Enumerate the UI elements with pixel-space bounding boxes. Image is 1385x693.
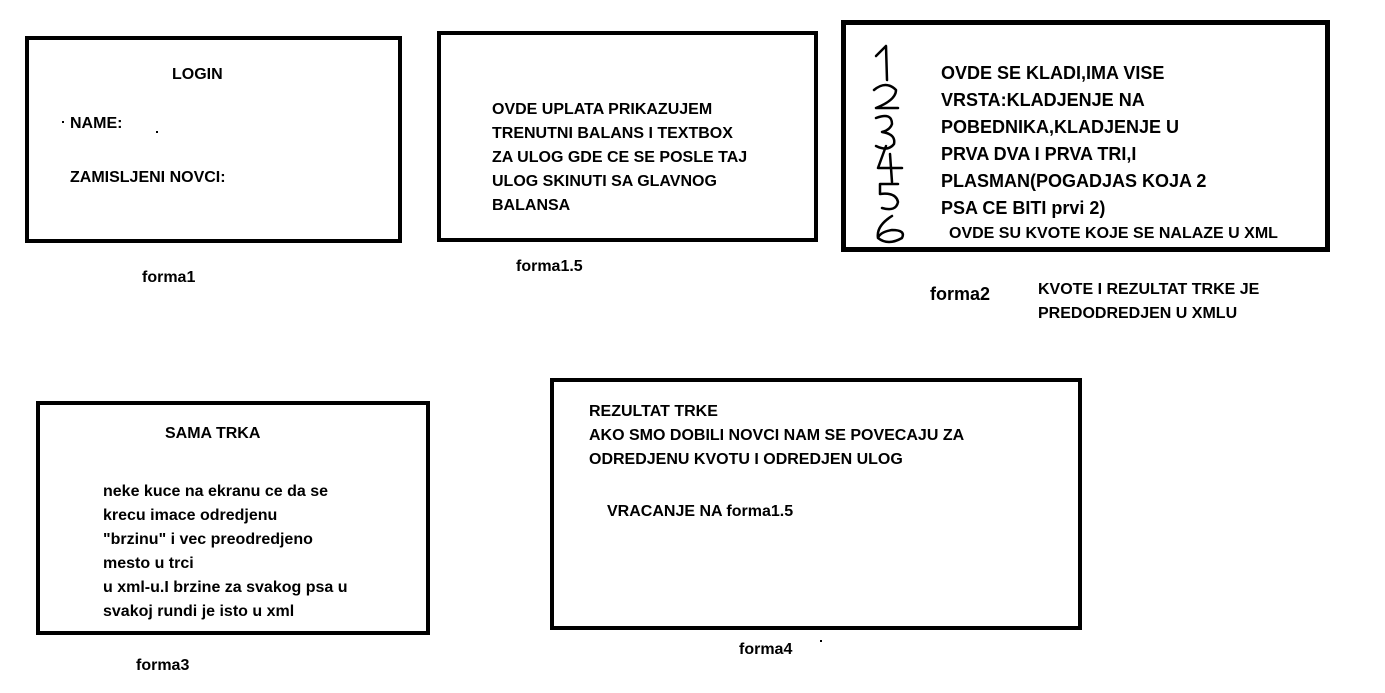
forma1-5-line: TRENUTNI BALANS I TEXTBOX <box>492 125 733 142</box>
forma4-line: ODREDJENU KVOTU I ODREDJEN ULOG <box>589 451 903 468</box>
hand-number-5 <box>880 184 898 209</box>
forma2-line: OVDE SE KLADI,IMA VISE <box>941 63 1165 83</box>
forma2-side-note <box>1038 278 1259 326</box>
forma4-line: AKO SMO DOBILI NOVCI NAM SE POVECAJU ZA <box>589 427 965 444</box>
forma3-text <box>103 480 348 624</box>
forma4-line: REZULTAT TRKE <box>589 403 718 420</box>
forma3-title: SAMA TRKA <box>165 425 261 442</box>
forma2-odds-note: OVDE SU KVOTE KOJE SE NALAZE U XML <box>949 225 1278 242</box>
forma2-caption: forma2 <box>930 284 991 304</box>
forma3-line: svakoj rundi je isto u xml <box>103 603 295 620</box>
forma1-5-caption: forma1.5 <box>516 258 583 275</box>
forma2-line: PRVA DVA I PRVA TRI,I <box>941 144 1137 164</box>
forma3-line: u xml-u.I brzine za svakog psa u <box>103 579 348 596</box>
forma1-name-label: NAME: <box>70 115 123 132</box>
forma3-line: neke kuce na ekranu ce da se <box>103 483 329 500</box>
forma4-return-text: VRACANJE NA forma1.5 <box>607 503 794 520</box>
forma3-line: krecu imace odredjenu <box>103 507 278 524</box>
forma1-5-line: ULOG SKINUTI SA GLAVNOG <box>492 173 717 190</box>
forma1-5-line: OVDE UPLATA PRIKAZUJEM <box>492 101 713 118</box>
forma1-5-text <box>492 98 747 218</box>
hand-number-4 <box>878 146 902 182</box>
forma3-line: "brzinu" i vec preodredjeno <box>103 531 313 548</box>
forma1-caption: forma1 <box>142 269 196 286</box>
forma2-side-note-line: KVOTE I REZULTAT TRKE JE <box>1038 281 1260 298</box>
hand-number-1 <box>876 46 887 80</box>
hand-number-3 <box>876 116 894 149</box>
forma1-title: LOGIN <box>172 66 223 83</box>
forma1-name-dot <box>62 121 64 123</box>
forma2-line: POBEDNIKA,KLADJENJE U <box>941 117 1180 137</box>
forma2-side-note-line: PREDODREDJEN U XMLU <box>1038 305 1238 322</box>
hand-number-6 <box>878 216 903 242</box>
forma1-5-line: BALANSA <box>492 197 571 214</box>
forma2-numbers-drawing <box>866 42 916 252</box>
forma2-line: VRSTA:KLADJENJE NA <box>941 90 1145 110</box>
forma1-money-label: ZAMISLJENI NOVCI: <box>70 169 226 186</box>
forma4-caption: forma4 <box>739 641 793 658</box>
forma2-text <box>941 60 1206 222</box>
forma4-text <box>589 400 964 472</box>
hand-number-2 <box>874 85 898 108</box>
forma3-caption: forma3 <box>136 657 190 674</box>
forma1-5-line: ZA ULOG GDE CE SE POSLE TAJ <box>492 149 748 166</box>
forma4-caption-dot <box>820 640 822 642</box>
forma1-name-field-dot <box>156 131 158 133</box>
forma3-line: mesto u trci <box>103 555 194 572</box>
forma2-line: PLASMAN(POGADJAS KOJA 2 <box>941 171 1207 191</box>
forma2-line: PSA CE BITI prvi 2) <box>941 198 1106 218</box>
